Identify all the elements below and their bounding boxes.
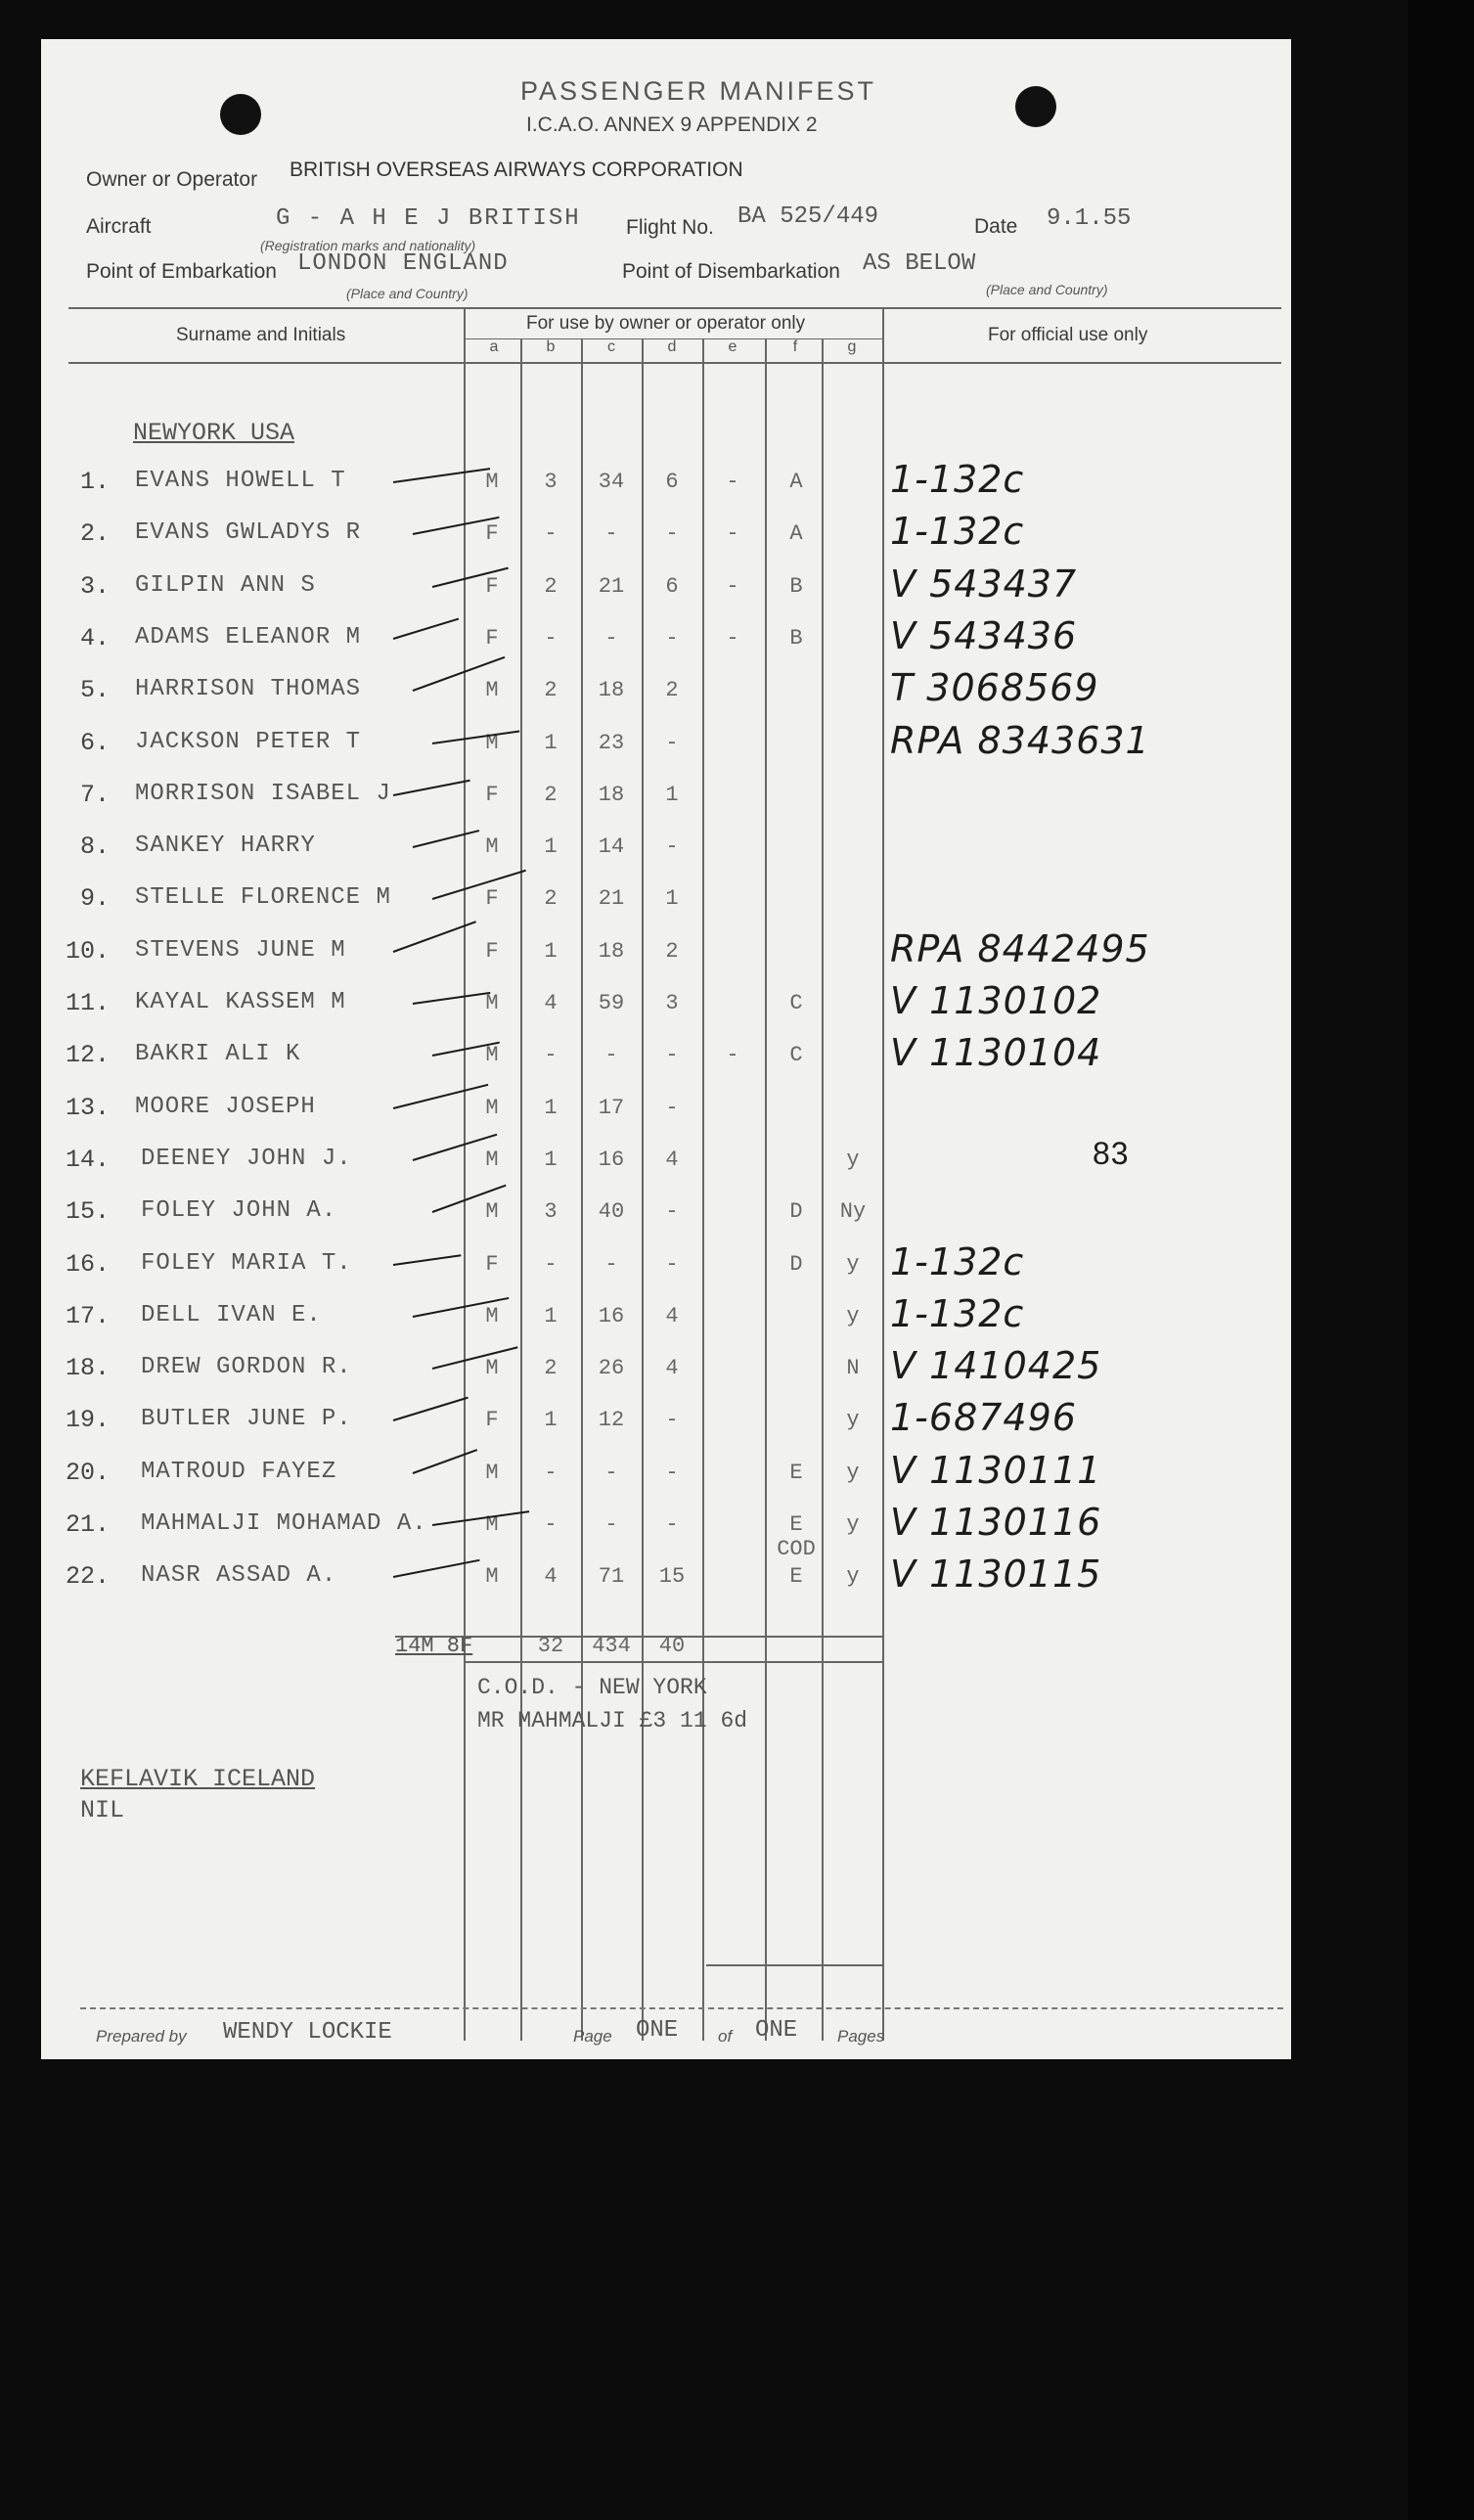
cell-a: M xyxy=(485,678,499,702)
official-entry: RPA 8343631 xyxy=(890,719,1150,762)
cell-b: 3 xyxy=(544,1199,558,1224)
pen-check-mark xyxy=(393,780,470,796)
pen-check-mark xyxy=(393,618,460,640)
subcol-label: c xyxy=(607,338,615,355)
cell-e: - xyxy=(726,574,739,599)
row-number: 9. xyxy=(79,884,110,913)
passenger-name: JACKSON PETER T xyxy=(135,729,362,755)
pen-check-mark xyxy=(393,1397,469,1421)
cell-d: 2 xyxy=(665,678,679,702)
prepared-label: Prepared by xyxy=(96,2027,187,2046)
cell-a: M xyxy=(485,1564,499,1589)
total-b: 32 xyxy=(537,1634,564,1658)
disembarkation-value: AS BELOW xyxy=(863,250,976,277)
cell-d: - xyxy=(665,626,679,651)
official-entry: 1-132c xyxy=(890,1240,1025,1283)
cell-b: - xyxy=(544,1252,558,1277)
cell-a: F xyxy=(485,783,499,807)
punch-hole-left xyxy=(220,94,261,135)
cell-a: M xyxy=(485,1356,499,1380)
table-header-rule xyxy=(68,362,1281,364)
cell-a: F xyxy=(485,574,499,599)
cell-f: A xyxy=(789,521,803,546)
aircraft-note: (Registration marks and nationality) xyxy=(260,238,476,253)
cell-c: 21 xyxy=(598,574,625,599)
cell-g: N xyxy=(846,1356,860,1380)
cell-b: - xyxy=(544,626,558,651)
manifest-title: PASSENGER MANIFEST xyxy=(520,76,877,106)
cell-f: C xyxy=(789,991,803,1015)
vrule-b xyxy=(520,338,522,2041)
official-entry: 83 xyxy=(1093,1136,1130,1171)
cell-d: 15 xyxy=(658,1564,686,1589)
cell-g: y xyxy=(846,1304,860,1328)
official-entry: T 3068569 xyxy=(890,666,1099,709)
page-label: Page xyxy=(573,2027,612,2046)
prepared-value: WENDY LOCKIE xyxy=(223,2019,392,2046)
vrule-official xyxy=(882,309,884,2041)
cell-c: 59 xyxy=(598,991,625,1015)
passenger-name: DELL IVAN E. xyxy=(141,1302,322,1328)
cell-b: 2 xyxy=(544,574,558,599)
vrule-d xyxy=(642,338,644,2041)
cell-f: B xyxy=(789,626,803,651)
cell-c: 14 xyxy=(598,834,625,859)
row-number: 5. xyxy=(79,676,110,704)
cell-c: 18 xyxy=(598,939,625,964)
cell-a: M xyxy=(485,1512,499,1537)
cell-a: M xyxy=(485,1199,499,1224)
punch-hole-right xyxy=(1015,86,1056,127)
cell-b: 1 xyxy=(544,731,558,755)
cell-a: M xyxy=(485,991,499,1015)
cell-f: D xyxy=(789,1199,803,1224)
row-number: 22. xyxy=(65,1562,110,1591)
passenger-name: ADAMS ELEANOR M xyxy=(135,624,362,651)
vrule-c xyxy=(581,338,583,2041)
header-rule xyxy=(68,307,1281,309)
cell-a: F xyxy=(485,1408,499,1432)
cell-b: 1 xyxy=(544,1408,558,1432)
subcol-label: b xyxy=(546,338,556,355)
cell-b: 2 xyxy=(544,886,558,911)
cell-d: - xyxy=(665,1252,679,1277)
passenger-name: DEENEY JOHN J. xyxy=(141,1146,352,1172)
cell-f: D xyxy=(789,1252,803,1277)
vrule-a xyxy=(464,309,466,2041)
cell-d: 4 xyxy=(665,1148,679,1172)
section-title-keflavik: KEFLAVIK ICELAND xyxy=(80,1765,316,1793)
section-title-newyork: NEWYORK USA xyxy=(133,419,295,447)
passenger-name: MATROUD FAYEZ xyxy=(141,1459,337,1485)
cell-g: y xyxy=(846,1564,860,1589)
date-label: Date xyxy=(974,215,1018,238)
cell-d: 2 xyxy=(665,939,679,964)
embarkation-value: LONDON ENGLAND xyxy=(297,250,509,277)
cell-g: y xyxy=(846,1252,860,1277)
cell-c: 12 xyxy=(598,1408,625,1432)
cell-d: - xyxy=(665,1512,679,1537)
cell-b: 2 xyxy=(544,783,558,807)
row-number: 8. xyxy=(79,832,110,861)
passenger-name: EVANS GWLADYS R xyxy=(135,519,362,546)
cell-d: 3 xyxy=(665,991,679,1015)
row-number: 15. xyxy=(65,1197,110,1226)
subcol-label: g xyxy=(847,338,857,355)
cell-b: 1 xyxy=(544,1304,558,1328)
row-number: 7. xyxy=(79,781,110,809)
cell-d: - xyxy=(665,834,679,859)
total-sex: 14M 8F xyxy=(395,1634,473,1658)
cell-g: Ny xyxy=(839,1199,867,1224)
cell-d: - xyxy=(665,521,679,546)
cell-c: 17 xyxy=(598,1096,625,1120)
cell-d: 4 xyxy=(665,1304,679,1328)
cell-g: y xyxy=(846,1148,860,1172)
flight-value: BA 525/449 xyxy=(737,203,879,230)
official-entry: 1-132c xyxy=(890,1292,1025,1335)
vrule-e xyxy=(702,338,704,2041)
cell-d: 6 xyxy=(665,574,679,599)
passenger-name: FOLEY JOHN A. xyxy=(141,1197,337,1224)
cod-line-1: C.O.D. - NEW YORK xyxy=(477,1675,707,1700)
cell-b: 4 xyxy=(544,1564,558,1589)
official-entry: 1-132c xyxy=(890,458,1025,501)
subcol-label: f xyxy=(792,338,798,355)
official-entry: 1-132c xyxy=(890,510,1025,553)
section-value-nil: NIL xyxy=(80,1796,125,1824)
row-number: 21. xyxy=(65,1510,110,1539)
cell-b: 2 xyxy=(544,1356,558,1380)
passenger-name: EVANS HOWELL T xyxy=(135,468,346,494)
cell-a: F xyxy=(485,521,499,546)
cell-c: - xyxy=(604,626,618,651)
cell-e: - xyxy=(726,626,739,651)
cell-c: 16 xyxy=(598,1304,625,1328)
date-value: 9.1.55 xyxy=(1047,205,1132,232)
cell-b: 1 xyxy=(544,1148,558,1172)
passenger-name: MOORE JOSEPH xyxy=(135,1094,316,1120)
passenger-name: NASR ASSAD A. xyxy=(141,1562,337,1589)
cell-a: M xyxy=(485,1148,499,1172)
official-entry: V 1130104 xyxy=(890,1031,1102,1074)
flight-label: Flight No. xyxy=(626,216,714,239)
column-surname: Surname and Initials xyxy=(176,325,346,345)
cell-b: 2 xyxy=(544,678,558,702)
passenger-name: GILPIN ANN S xyxy=(135,572,316,599)
embarkation-note: (Place and Country) xyxy=(346,286,469,301)
column-official: For official use only xyxy=(988,325,1148,345)
column-owner-use: For use by owner or operator only xyxy=(526,313,806,334)
passenger-name: KAYAL KASSEM M xyxy=(135,989,346,1015)
cell-c: - xyxy=(604,1461,618,1485)
passenger-name: BUTLER JUNE P. xyxy=(141,1406,352,1432)
cell-d: 1 xyxy=(665,886,679,911)
passenger-name: FOLEY MARIA T. xyxy=(141,1250,352,1277)
official-entry: V 543436 xyxy=(890,614,1078,657)
passenger-name: DREW GORDON R. xyxy=(141,1354,352,1380)
cell-c: 21 xyxy=(598,886,625,911)
subcol-label: a xyxy=(489,338,499,355)
cell-g: y xyxy=(846,1461,860,1485)
row-number: 3. xyxy=(79,572,110,601)
row-number: 10. xyxy=(65,937,110,966)
official-entry: V 1130102 xyxy=(890,979,1102,1022)
cell-c: - xyxy=(604,1512,618,1537)
cell-f: E xyxy=(789,1461,803,1485)
cell-f: A xyxy=(789,470,803,494)
cell-b: - xyxy=(544,1043,558,1067)
cell-b: 1 xyxy=(544,1096,558,1120)
cell-d: 1 xyxy=(665,783,679,807)
of-label: of xyxy=(718,2027,733,2046)
official-entry: 1-687496 xyxy=(890,1396,1077,1439)
cell-f: C xyxy=(789,1043,803,1067)
cell-b: 1 xyxy=(544,834,558,859)
cell-d: - xyxy=(665,1461,679,1485)
owner-value: BRITISH OVERSEAS AIRWAYS CORPORATION xyxy=(290,158,743,181)
cell-c: 34 xyxy=(598,470,625,494)
cell-d: - xyxy=(665,1408,679,1432)
embarkation-label: Point of Embarkation xyxy=(86,260,277,283)
row-number: 16. xyxy=(65,1250,110,1279)
row-number: 19. xyxy=(65,1406,110,1434)
row-number: 17. xyxy=(65,1302,110,1330)
cell-b: 3 xyxy=(544,470,558,494)
cell-a: F xyxy=(485,626,499,651)
passenger-name: SANKEY HARRY xyxy=(135,832,316,859)
total-d: 40 xyxy=(658,1634,686,1658)
cell-d: - xyxy=(665,1096,679,1120)
official-entry: V 543437 xyxy=(890,562,1078,606)
cell-c: - xyxy=(604,1252,618,1277)
passenger-name: BAKRI ALI K xyxy=(135,1041,301,1067)
cell-a: M xyxy=(485,1461,499,1485)
cell-a: M xyxy=(485,834,499,859)
cell-g: y xyxy=(846,1512,860,1537)
row-number: 20. xyxy=(65,1459,110,1487)
disembarkation-label: Point of Disembarkation xyxy=(622,260,840,283)
official-entry: V 1130115 xyxy=(890,1552,1102,1596)
cell-d: - xyxy=(665,1199,679,1224)
cell-b: - xyxy=(544,1461,558,1485)
aircraft-value: G - A H E J BRITISH xyxy=(276,205,581,232)
subcol-label: d xyxy=(667,338,677,355)
cell-f: E COD xyxy=(777,1512,816,1561)
cell-a: M xyxy=(485,470,499,494)
cell-e: - xyxy=(726,1043,739,1067)
disembarkation-note: (Place and Country) xyxy=(986,282,1108,297)
cell-c: 18 xyxy=(598,783,625,807)
subcol-label: e xyxy=(728,338,737,355)
cell-b: - xyxy=(544,521,558,546)
total-c: 434 xyxy=(592,1634,631,1658)
official-entry: V 1130111 xyxy=(890,1449,1102,1492)
cell-d: - xyxy=(665,1043,679,1067)
passenger-name: MORRISON ISABEL J xyxy=(135,781,391,807)
of-value: ONE xyxy=(755,2017,798,2044)
cell-a: M xyxy=(485,731,499,755)
cell-c: - xyxy=(604,1043,618,1067)
cell-a: M xyxy=(485,1096,499,1120)
passenger-name: MAHMALJI MOHAMAD A. xyxy=(141,1510,427,1537)
box-bottom-rule xyxy=(706,1964,882,1966)
cell-b: 4 xyxy=(544,991,558,1015)
cell-c: 18 xyxy=(598,678,625,702)
row-number: 18. xyxy=(65,1354,110,1382)
row-number: 14. xyxy=(65,1146,110,1174)
cell-f: E xyxy=(789,1564,803,1589)
cell-a: M xyxy=(485,1043,499,1067)
cell-c: 16 xyxy=(598,1148,625,1172)
manifest-subtitle: I.C.A.O. ANNEX 9 APPENDIX 2 xyxy=(526,113,818,136)
cell-c: - xyxy=(604,521,618,546)
official-entry: RPA 8442495 xyxy=(890,927,1150,970)
cell-d: - xyxy=(665,731,679,755)
owner-label: Owner or Operator xyxy=(86,168,258,191)
cod-line-2: MR MAHMALJI £3 11 6d xyxy=(477,1708,748,1733)
passenger-name: STEVENS JUNE M xyxy=(135,937,346,964)
cell-c: 40 xyxy=(598,1199,625,1224)
cell-c: 71 xyxy=(598,1564,625,1589)
row-number: 11. xyxy=(65,989,110,1017)
cell-g: y xyxy=(846,1408,860,1432)
pen-check-mark xyxy=(393,1254,462,1266)
row-number: 1. xyxy=(79,468,110,496)
vrule-f xyxy=(765,338,767,2041)
footer-rule xyxy=(80,2007,1283,2009)
pages-label: Pages xyxy=(837,2027,885,2046)
row-number: 12. xyxy=(65,1041,110,1069)
cell-d: 6 xyxy=(665,470,679,494)
row-number: 2. xyxy=(79,519,110,548)
row-number: 13. xyxy=(65,1094,110,1122)
official-entry: V 1410425 xyxy=(890,1344,1102,1387)
aircraft-label: Aircraft xyxy=(86,215,152,238)
cell-a: F xyxy=(485,886,499,911)
cell-a: F xyxy=(485,1252,499,1277)
passenger-name: HARRISON THOMAS xyxy=(135,676,362,702)
cell-b: 1 xyxy=(544,939,558,964)
cell-d: 4 xyxy=(665,1356,679,1380)
manifest-sheet xyxy=(41,39,1291,2059)
cell-e: - xyxy=(726,470,739,494)
official-entry: V 1130116 xyxy=(890,1501,1102,1544)
cell-c: 23 xyxy=(598,731,625,755)
cell-a: M xyxy=(485,1304,499,1328)
row-number: 4. xyxy=(79,624,110,652)
passenger-name: STELLE FLORENCE M xyxy=(135,884,391,911)
page-value: ONE xyxy=(636,2017,679,2044)
row-number: 6. xyxy=(79,729,110,757)
cell-c: 26 xyxy=(598,1356,625,1380)
cell-e: - xyxy=(726,521,739,546)
cell-b: - xyxy=(544,1512,558,1537)
totals-bottom-rule xyxy=(464,1661,882,1663)
cell-f: B xyxy=(789,574,803,599)
cell-a: F xyxy=(485,939,499,964)
scan-edge xyxy=(1408,0,1474,2520)
